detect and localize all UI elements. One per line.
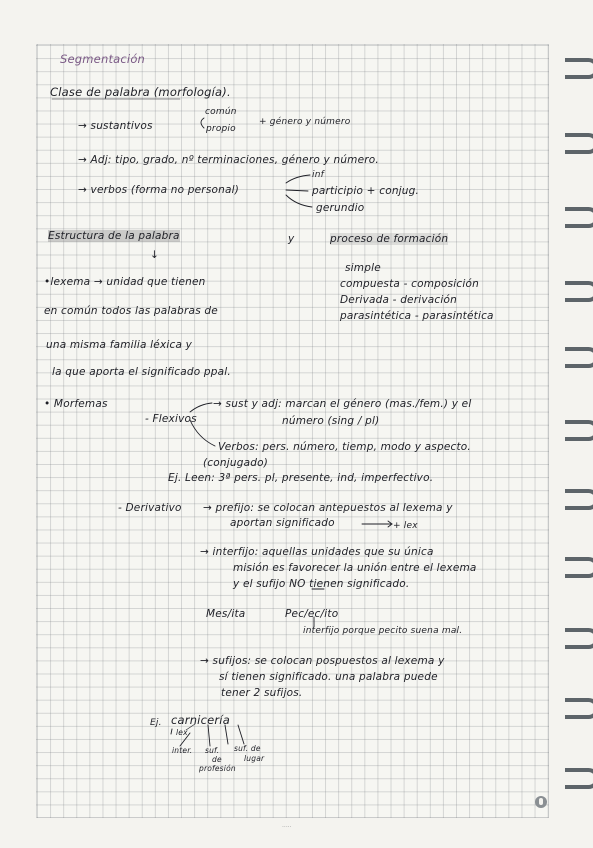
lexema-definition-1: •lexema → unidad que tienen bbox=[44, 276, 206, 288]
formation-simple: simple bbox=[345, 262, 381, 274]
ring-icon bbox=[565, 698, 593, 719]
ring-icon bbox=[565, 628, 593, 649]
noun-adj-inflection-2: número (sing / pl) bbox=[282, 415, 380, 427]
verb-inflection-1: Verbos: pers. número, tiemp, modo y aspecto. bbox=[218, 441, 471, 453]
lexema-definition-3: una misma familia léxica y bbox=[46, 339, 193, 351]
formation-derived: Derivada - derivación bbox=[340, 294, 457, 306]
noun-type-propio: propio bbox=[206, 124, 236, 134]
ring-icon bbox=[565, 489, 593, 510]
inflectional-label: - Flexivos bbox=[145, 413, 197, 425]
label-suffix-profession-a: suf. bbox=[205, 746, 220, 755]
label-suffix-profession-b: de bbox=[212, 755, 222, 764]
label-lexema: lex bbox=[176, 728, 188, 737]
noun-gender-number: + género y número bbox=[259, 117, 351, 127]
example-pececito: Pec/ec/ito bbox=[285, 608, 339, 620]
label-suffix-profession-c: profesión bbox=[199, 764, 236, 773]
example-mesita: Mes/ita bbox=[206, 608, 246, 620]
label-suffix-place-b: lugar bbox=[244, 754, 265, 763]
down-arrow-icon: ↓ bbox=[150, 249, 159, 261]
formation-compound: compuesta - composición bbox=[340, 278, 479, 290]
heading-and: y bbox=[288, 233, 295, 245]
morphemes-heading: • Morfemas bbox=[44, 398, 108, 410]
ring-icon bbox=[565, 768, 593, 789]
ring-icon bbox=[565, 133, 593, 154]
example-word: carnicería bbox=[171, 713, 230, 727]
suffix-line-1: → sufijos: se colocan pospuestos al lexema y bbox=[200, 655, 445, 667]
lexema-definition-2: en común todos las palabras de bbox=[44, 305, 218, 317]
prefix-line-3: + lex bbox=[393, 521, 418, 531]
interfix-line-1: → interfijo: aquellas unidades que su única bbox=[200, 546, 434, 558]
heading-word-structure: Estructura de la palabra bbox=[48, 230, 180, 242]
label-interfix: inter. bbox=[172, 746, 193, 755]
noun-type-comun: común bbox=[205, 107, 237, 117]
page-footer: ····· bbox=[282, 824, 292, 831]
prefix-line-1: → prefijo: se colocan antepuestos al lexema y bbox=[203, 502, 453, 514]
formation-parasynthetic: parasintética - parasintética bbox=[340, 310, 494, 322]
page-title: Segmentación bbox=[60, 52, 146, 66]
ring-icon bbox=[565, 420, 593, 441]
verb-form-gerund: gerundio bbox=[316, 202, 365, 214]
label-suffix-place-a: suf. de bbox=[234, 744, 261, 753]
interfix-note: interfijo porque pecito suena mal. bbox=[303, 626, 463, 636]
noun-adj-inflection-1: → sust y adj: marcan el género (mas./fem.) y el bbox=[213, 398, 472, 410]
heading-formation-process: proceso de formación bbox=[330, 233, 449, 245]
interfix-line-3: y el sufijo NO tienen significado. bbox=[233, 578, 410, 590]
verb-inflection-example: Ej. Leen: 3ª pers. pl, presente, ind, imperfectivo. bbox=[168, 472, 434, 484]
verb-inflection-2: (conjugado) bbox=[203, 457, 269, 469]
ring-icon bbox=[565, 557, 593, 578]
ring-icon bbox=[565, 347, 593, 368]
suffix-line-2: sí tienen significado. una palabra puede bbox=[219, 671, 438, 683]
brand-logo-icon bbox=[535, 796, 547, 808]
verb-form-participle: participio + conjug. bbox=[312, 185, 420, 197]
section-heading-word-class: Clase de palabra (morfología). bbox=[50, 85, 231, 99]
ring-icon bbox=[565, 207, 593, 228]
prefix-line-2: aportan significado bbox=[230, 517, 335, 529]
verb-form-infinitive: inf bbox=[312, 170, 324, 180]
verbs-line: → verbos (forma no personal) bbox=[78, 184, 240, 196]
derivational-label: - Derivativo bbox=[118, 502, 182, 514]
suffix-line-3: tener 2 sufijos. bbox=[221, 687, 303, 699]
nouns-line: → sustantivos bbox=[78, 120, 153, 132]
ring-icon bbox=[565, 281, 593, 302]
interfix-line-2: misión es favorecer la unión entre el lexema bbox=[233, 562, 477, 574]
lexema-definition-4: la que aporta el significado ppal. bbox=[52, 366, 231, 378]
example-label: Ej. bbox=[150, 718, 162, 728]
ring-icon bbox=[565, 58, 593, 79]
adjectives-line: → Adj: tipo, grado, nº terminaciones, género y número. bbox=[78, 154, 379, 166]
